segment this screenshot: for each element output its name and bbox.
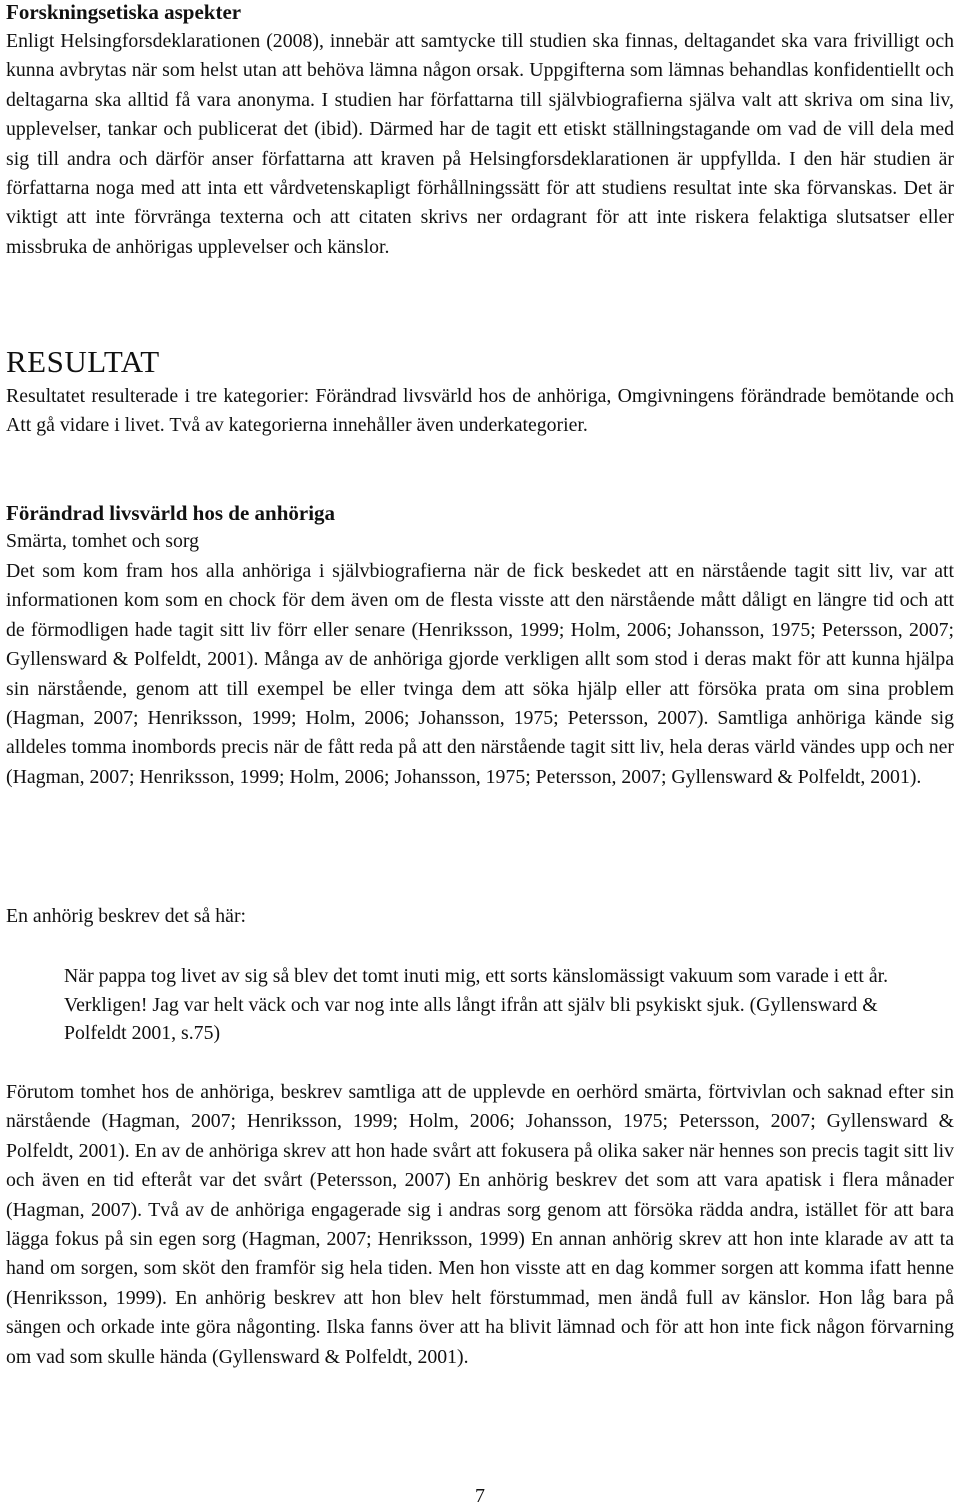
paragraph-livsvarld-continued: Förutom tomhet hos de anhöriga, beskrev samtliga att de upplevde en oerhörd smärta, förtvivlan och saknad efter sin närstående (Hagman, 2007; Henriksson, 1999; Holm, 2006; Johansson, 1975; Petersson, 2007; Gyllensward & Polfeldt, 2001). En av de anhöriga skrev att hon hade svårt att fokusera på olika saker när hennes son precis tagit sitt liv och även en tid efteråt var det svårt (Petersson, 2007) En anhörig beskrev det som att vara apatisk i flera månader (Hagman, 2007). Två av de anhöriga engagerade sig i andras sorg genom att försöka rädda andra, istället för att bara lägga fokus på sin egen sorg (Hagman, 2007; Henriksson, 1999) En annan anhörig skrev att hon inte klarade av att ta hand om sorgen, som sköt den framför sig hela tiden. Men hon visste att en dag kommer sorgen att komma ifatt henne (Henriksson, 1999). En anhörig beskrev att hon blev helt förstummad, men ändå full av känslor. Hon låg bara på sängen och orkade inte göra någonting. Ilska fanns över att ha blivit lämnad och för att hon inte fick någon förvarning om vad som skulle hända (Gyllensward & Polfeldt, 2001).: [6, 1081, 954, 1368]
section-heading-ethics: Forskningsetiska aspekter: [6, 0, 242, 24]
block-quote: När pappa tog livet av sig så blev det tomt inuti mig, ett sorts känslomässigt vakuum som varade i ett år. Verkligen! Jag var helt väck och var nog inte alls långt ifrån att själv bli psykiskt sjuk. (Gyllensward & Polfeldt 2001, s.75): [64, 965, 889, 1044]
subsection-subtitle: Smärta, tomhet och sorg: [6, 530, 200, 552]
quote-intro: En anhörig beskrev det så här:: [6, 905, 247, 927]
subsection-heading-livsvarld: Förändrad livsvärld hos de anhöriga: [6, 501, 336, 525]
page-number: 7: [475, 1485, 485, 1507]
section-heading-result: RESULTAT: [6, 344, 160, 379]
paragraph-livsvarld: Det som kom fram hos alla anhöriga i självbiografierna när de fick beskedet att en närstående tagit sitt liv, var att informationen kom som en chock för dem även om de flesta visste att den närstående mått dåligt en längre tid och att de förmodligen hade tagit sitt liv förr eller senare (Henriksson, 1999; Holm, 2006; Johansson, 1975; Petersson, 2007; Gyllensward & Polfeldt, 2001). Många av de anhöriga gjorde verkligen allt som stod i deras makt för att kunna hjälpa sin närstående, genom att till exempel be eller tvinga dem att söka hjälp eller att försöka prata om sina problem (Hagman, 2007; Henriksson, 1999; Holm, 2006; Johansson, 1975; Petersson, 2007). Samtliga anhöriga kände sig alldeles tomma inombords precis när de fått reda på att den närstående tagit sitt liv, hela deras värld vändes upp och ner (Hagman, 2007; Henriksson, 1999; Holm, 2006; Johansson, 1975; Petersson, 2007; Gyllensward & Polfeldt, 2001).: [6, 560, 954, 788]
paragraph-result-intro: Resultatet resulterade i tre kategorier: Förändrad livsvärld hos de anhöriga, Omgivningens förändrade bemötande och Att gå vidare i livet. Två av kategorierna innehåller även underkategorier.: [6, 385, 954, 437]
paragraph-ethics: Enligt Helsingforsdeklarationen (2008), innebär att samtycke till studien ska finnas, deltagandet ska vara frivilligt och kunna avbrytas när som helst utan att behöva lämna någon orsak. Uppgifterna som lämnas behandlas konfidentiellt och deltagarna ska alltid få vara anonyma. I studien har författarna till självbiografierna själva valt att skriva om sina liv, upplevelser, tankar och publicerat det (ibid). Därmed har de tagit ett etiskt ställningstagande om vad de vill dela med sig till andra och därför anser författarna att kraven på Helsingforsdeklarationen är uppfyllda. I den här studien är författarna noga med att inta ett vårdvetenskapligt förhållningssätt för att studiens resultat inte ska förvanskas. Det är viktigt att inte förvränga texterna och att citaten skrivs ner ordagrant för att inte riskera felaktiga slutsatser eller missbruka de anhörigas upplevelser och känslor.: [6, 30, 954, 258]
